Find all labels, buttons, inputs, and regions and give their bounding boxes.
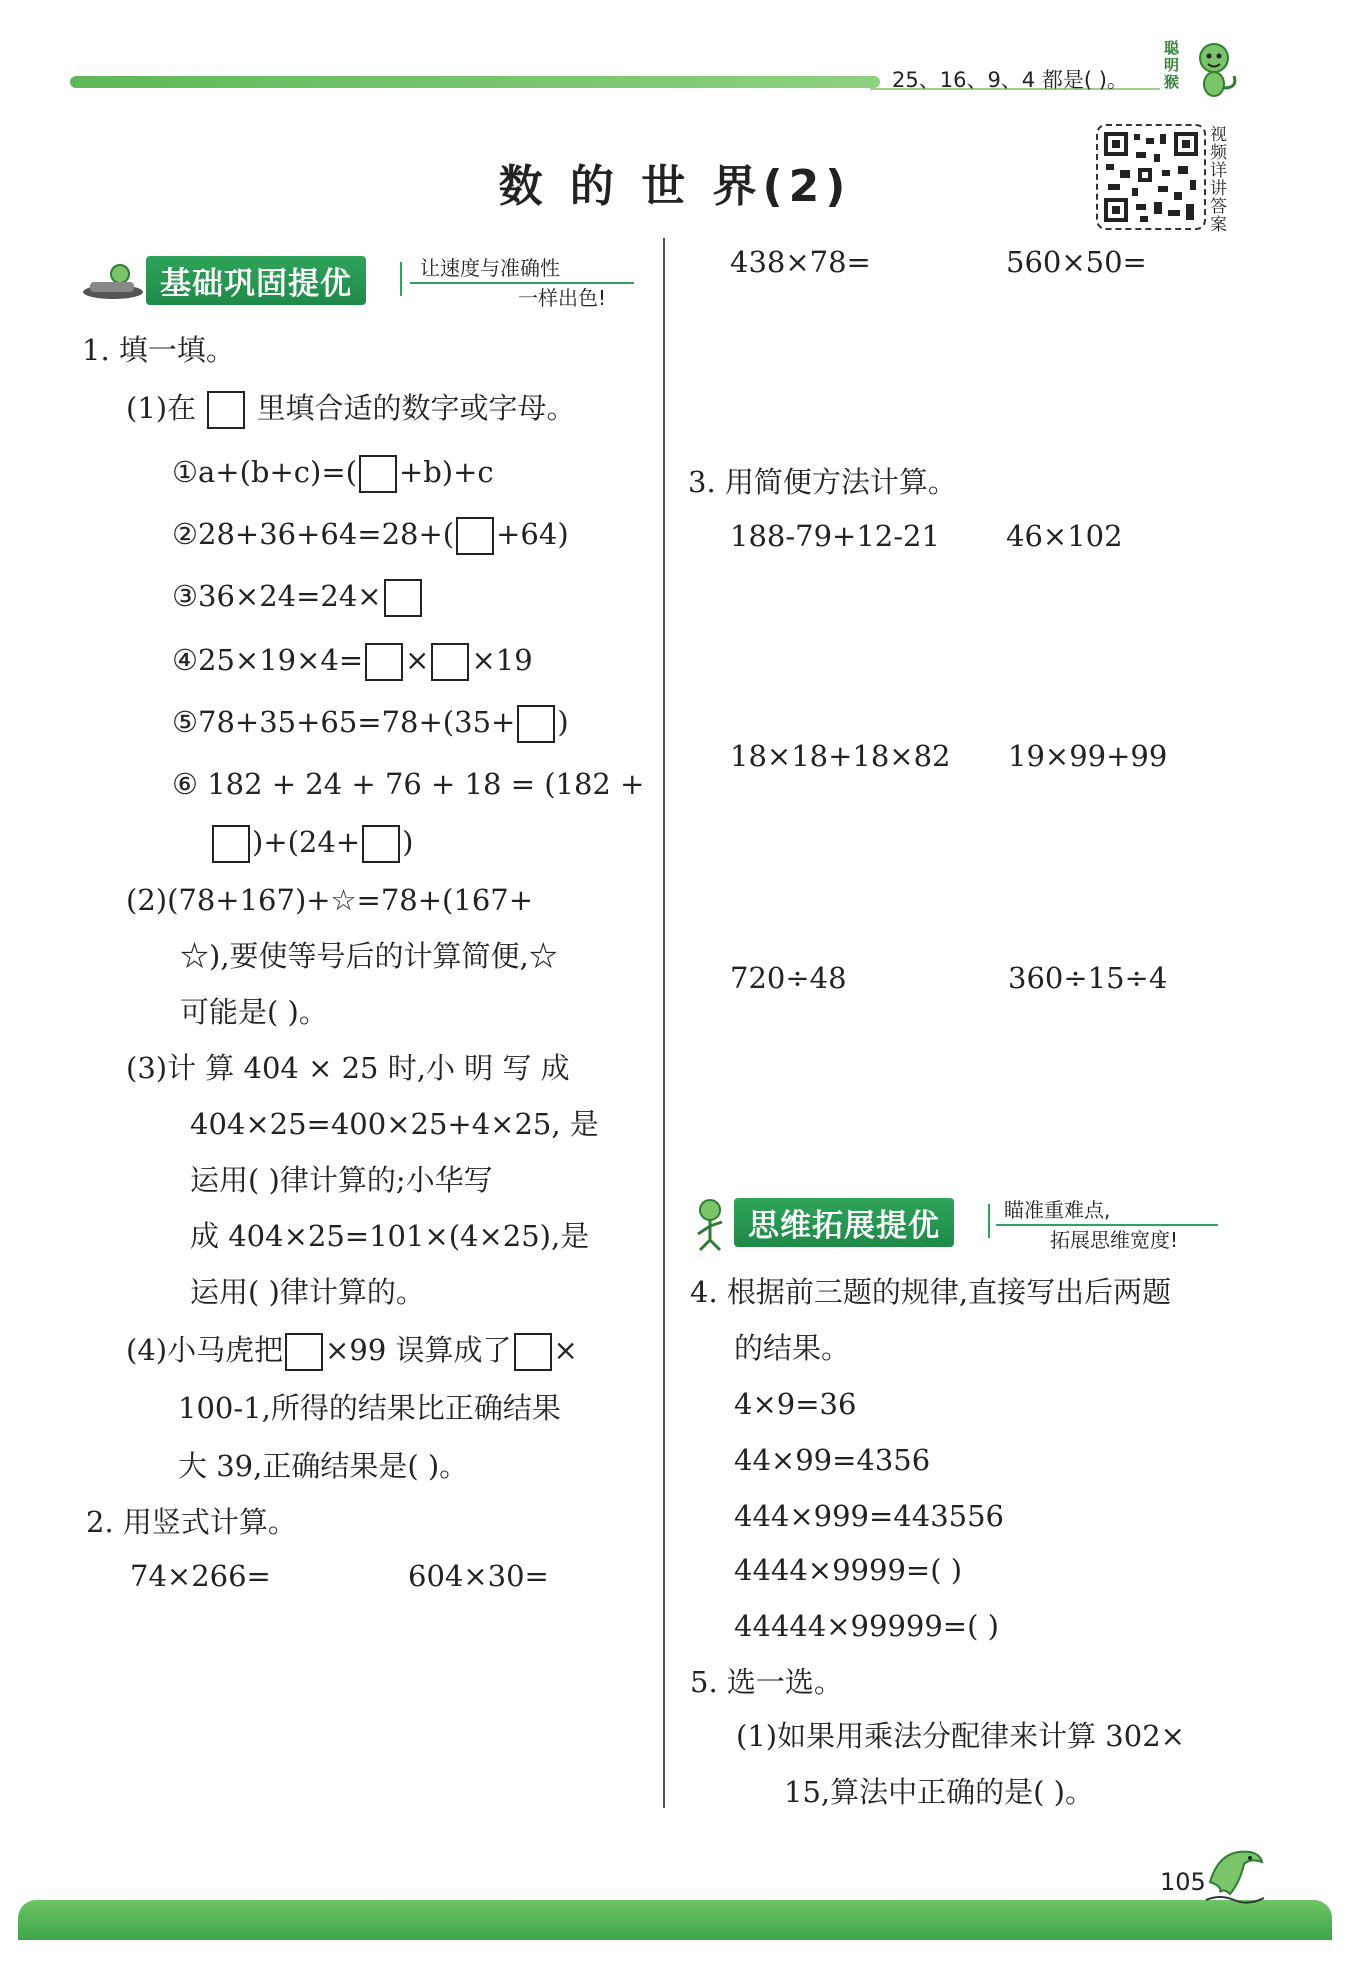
- q1-p1-post: 里填合适的数字或字母。: [256, 391, 576, 425]
- section-label-extend: 思维拓展提优: [734, 1198, 954, 1247]
- q1-i2-text-b: +64): [496, 517, 569, 551]
- q1-i6-text-c: ): [402, 825, 414, 859]
- q2-expr-2: 604×30=: [408, 1559, 549, 1593]
- q1-part4-line1: [126, 1330, 578, 1371]
- q1-item2: [172, 514, 569, 555]
- q2-expr-3: 438×78=: [730, 245, 871, 279]
- q1-i3-text-a: ③36×24=24×: [172, 579, 382, 613]
- q1-i5-text-b: ): [557, 705, 569, 739]
- q4-line-1: 4×9=36: [734, 1387, 857, 1421]
- q1-item4: [172, 640, 533, 681]
- answer-box[interactable]: [212, 825, 250, 863]
- q1-part4-line3: 大 39,正确结果是( )。: [178, 1449, 469, 1483]
- section-label-basic: 基础巩固提优: [146, 256, 366, 305]
- dolphin-icon: [1200, 1842, 1270, 1908]
- q5-part1-line2: 15,算法中正确的是( )。: [784, 1775, 1094, 1809]
- banner-divider: [988, 1204, 990, 1238]
- q4-heading: 4. 根据前三题的规律,直接写出后两题: [690, 1275, 1172, 1309]
- q3-expr-5: 720÷48: [730, 961, 847, 995]
- section-note-extend-1: 瞄准重难点,: [1004, 1198, 1111, 1222]
- answer-box[interactable]: [207, 391, 245, 429]
- banner-divider: [400, 262, 402, 296]
- q1-part3-line3: 运用( )律计算的;小华写: [190, 1163, 493, 1197]
- q4-line-5[interactable]: 44444×99999=( ): [734, 1609, 999, 1643]
- top-decor-bar: [70, 76, 880, 88]
- qr-code-icon[interactable]: [1096, 124, 1206, 230]
- q5-heading: 5. 选一选。: [690, 1665, 843, 1699]
- answer-box[interactable]: [456, 517, 494, 555]
- q1-i4-text-b: ×: [405, 643, 430, 677]
- q1-part2-line3: 可能是( )。: [180, 995, 328, 1029]
- answer-box[interactable]: [514, 1333, 552, 1371]
- column-divider: [663, 238, 665, 1808]
- q1-part2-line2: ☆),要使等号后的计算简便,☆: [180, 939, 558, 973]
- section-note-basic-2: 一样出色!: [518, 286, 607, 310]
- q1-item6-line1: ⑥ 182 + 24 + 76 + 18 = (182 +: [172, 767, 645, 801]
- q1-part3-line1: (3)计 算 404 × 25 时,小 明 写 成: [126, 1051, 570, 1085]
- q1-item5: [172, 702, 569, 743]
- q1-part3-line2: 404×25=400×25+4×25, 是: [190, 1107, 599, 1141]
- q3-heading: 3. 用简便方法计算。: [688, 465, 957, 499]
- q1-part3-line5: 运用( )律计算的。: [190, 1275, 425, 1309]
- answer-box[interactable]: [431, 643, 469, 681]
- q1-i4-text-c: ×19: [471, 643, 533, 677]
- q4-line-4[interactable]: 4444×9999=( ): [734, 1553, 963, 1587]
- q1-p4-text-c: ×: [553, 1333, 578, 1367]
- q2-expr-1: 74×266=: [130, 1559, 271, 1593]
- answer-box[interactable]: [285, 1333, 323, 1371]
- q1-i5-text-a: ⑤78+35+65=78+(35+: [172, 705, 516, 739]
- q1-p1-pre: (1)在: [126, 391, 197, 425]
- q1-item1: [172, 452, 494, 493]
- q1-part1: [126, 388, 576, 429]
- bottom-decor-bar: [18, 1900, 1332, 1940]
- answer-box[interactable]: [362, 825, 400, 863]
- answer-box[interactable]: [517, 705, 555, 743]
- q4-line-2: 44×99=4356: [734, 1443, 931, 1477]
- q4-heading-2: 的结果。: [734, 1331, 851, 1365]
- q1-part2-line1: (2)(78+167)+☆=78+(167+: [126, 883, 534, 917]
- q3-expr-4: 19×99+99: [1008, 739, 1168, 773]
- q1-part4-line2: 100-1,所得的结果比正确结果: [178, 1391, 561, 1425]
- q2-expr-4: 560×50=: [1006, 245, 1147, 279]
- qr-label: 视频详讲答案: [1210, 125, 1227, 235]
- q1-i1-text-b: +b)+c: [398, 455, 494, 489]
- q3-expr-6: 360÷15÷4: [1008, 961, 1168, 995]
- q3-expr-2: 46×102: [1006, 519, 1123, 553]
- q5-part1-line1: (1)如果用乘法分配律来计算 302×: [736, 1719, 1185, 1753]
- page-number: 105: [1160, 1868, 1206, 1896]
- q1-i4-text-a: ④25×19×4=: [172, 643, 364, 677]
- mascot-thinking-icon: [688, 1196, 732, 1252]
- q1-heading: 1. 填一填。: [82, 333, 235, 367]
- q1-p4-text-b: ×99 误算成了: [325, 1333, 512, 1367]
- section-note-basic-1: 让速度与准确性: [420, 256, 560, 280]
- q4-line-3: 444×999=443556: [734, 1499, 1005, 1533]
- q1-p4-text-a: (4)小马虎把: [126, 1333, 284, 1367]
- q1-i1-text-a: ①a+(b+c)=(: [172, 455, 357, 489]
- q3-expr-3: 18×18+18×82: [730, 739, 951, 773]
- answer-box[interactable]: [359, 455, 397, 493]
- q1-item3: [172, 576, 424, 617]
- q1-item6-line2: [210, 822, 413, 863]
- section-note-extend-2: 拓展思维宽度!: [1050, 1228, 1179, 1252]
- q1-part3-line4: 成 404×25=101×(4×25),是: [190, 1219, 590, 1253]
- mascot-label: 聪明猴: [1164, 39, 1180, 91]
- answer-box[interactable]: [384, 579, 422, 617]
- page-title: 数 的 世 界(2): [498, 161, 852, 212]
- answer-box[interactable]: [365, 643, 403, 681]
- q1-i2-text-a: ②28+36+64=28+(: [172, 517, 455, 551]
- q2-heading: 2. 用竖式计算。: [86, 1505, 297, 1539]
- q3-expr-1: 188-79+12-21: [730, 519, 940, 553]
- q1-i6-text-b: )+(24+: [252, 825, 361, 859]
- header-hint: 25、16、9、4 都是( )。: [892, 68, 1128, 92]
- mascot-driving-icon: [80, 260, 146, 300]
